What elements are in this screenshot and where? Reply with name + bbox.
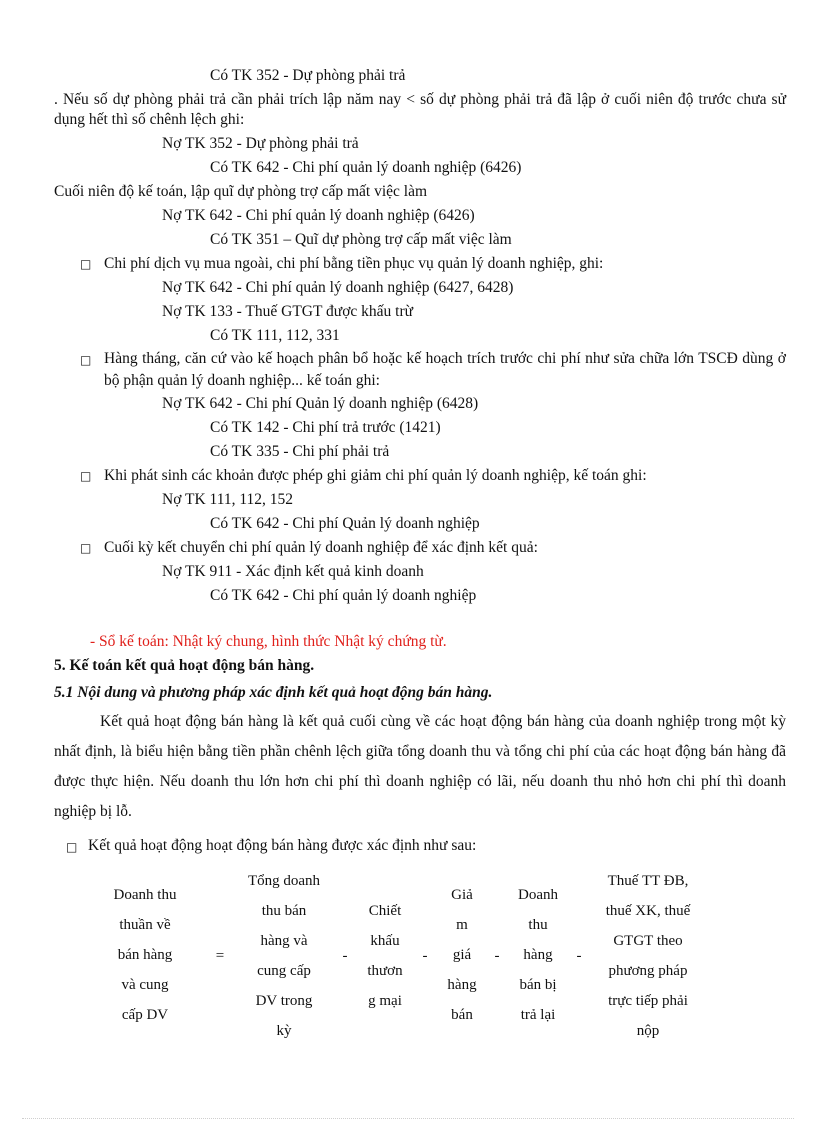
formula-minus-sign: - [576,948,582,964]
note-provision-difference: . Nếu số dự phòng phải trả cần phải trích lập năm nay < số dự phòng phải trả đã lập ở cuối niên độ trước chưa sử dụng hết thì số chênh lệch ghi: [54,91,786,128]
entry-credit-642-6426: Có TK 642 - Chi phí quản lý doanh nghiệp (6426) [210,159,522,176]
accounting-books-note: - Sổ kế toán: Nhật ký chung, hình thức Nhật ký chứng từ. [90,633,447,650]
entry-debit-111-112-152: Nợ TK 111, 112, 152 [162,491,294,508]
entry-credit-642-b: Có TK 642 - Chi phí quản lý doanh nghiệp [210,587,477,604]
entry-debit-911: Nợ TK 911 - Xác định kết quả kinh doanh [162,563,424,580]
formula-sales-allowance: Giả m giá hàng bán [447,887,477,1023]
bullet-cost-reduction: Khi phát sinh các khoản được phép ghi giảm chi phí quản lý doanh nghiệp, kế toán ghi: [104,467,647,484]
section-heading-5: 5. Kế toán kết quả hoạt động bán hàng. [54,657,315,674]
entry-credit-352: Có TK 352 - Dự phòng phải trả [210,67,406,84]
bullet-outsourced-costs: Chi phí dịch vụ mua ngoài, chi phí bằng tiền phục vụ quản lý doanh nghiệp, ghi: [104,255,604,272]
formula-intro: Kết quả hoạt động hoạt động bán hàng được xác định như sau: [88,837,477,854]
formula-minus-sign: - [422,948,428,964]
bullet-period-end-transfer: Cuối kỳ kết chuyển chi phí quản lý doanh nghiệp để xác định kết quả: [104,539,538,556]
bullet-icon: □ [80,541,92,555]
formula-minus-sign: - [494,948,500,964]
bullet-monthly-allocation: Hàng tháng, căn cứ vào kế hoạch phân bổ hoặc kế hoạch trích trước chi phí như sửa chữa lớn TSCĐ dùng ở bộ phận quản lý doanh nghiệp... kế toán ghi: [104,350,786,389]
entry-credit-335: Có TK 335 - Chi phí phải trả [210,443,390,460]
entry-debit-642-6427: Nợ TK 642 - Chi phí quản lý doanh nghiệp (6427, 6428) [162,279,514,296]
entry-debit-642-6426: Nợ TK 642 - Chi phí quản lý doanh nghiệp (6426) [162,207,475,224]
formula-equals-sign: = [215,948,225,964]
entry-credit-351: Có TK 351 – Quĩ dự phòng trợ cấp mất việc làm [210,231,512,248]
formula-trade-discount: Chiết khấu thươn g mại [367,903,403,1009]
note-year-end-fund: Cuối niên độ kế toán, lập quĩ dự phòng trợ cấp mất việc làm [54,183,428,200]
entry-debit-642-6428: Nợ TK 642 - Chi phí Quản lý doanh nghiệp (6428) [162,395,479,412]
sales-result-formula [108,866,718,1046]
page-bottom-rule [22,1118,794,1119]
formula-taxes-payable: Thuế TT ĐB, thuế XK, thuế GTGT theo phương pháp trực tiếp phải nộp [605,873,691,1039]
formula-total-revenue: Tổng doanh thu bán hàng và cung cấp DV trong kỳ [247,873,321,1039]
bullet-icon: □ [80,353,92,367]
bullet-icon: □ [80,257,92,271]
bullet-icon: □ [80,469,92,483]
bullet-icon: □ [66,840,78,854]
entry-credit-142: Có TK 142 - Chi phí trả trước (1421) [210,419,441,436]
entry-debit-133: Nợ TK 133 - Thuế GTGT được khấu trừ [162,303,414,320]
section-heading-5-1: 5.1 Nội dung và phương pháp xác định kết quả hoạt động bán hàng. [54,684,493,701]
formula-net-revenue: Doanh thu thuần về bán hàng và cung cấp DV [113,887,177,1023]
sales-result-paragraph: Kết quả hoạt động bán hàng là kết quả cuối cùng về các hoạt động bán hàng của doanh nghiệp trong một kỳ nhất định, là biểu hiện bằng tiền phần chênh lệch giữa tổng doanh thu và tổng chi phí của các hoạt động bán hàng đã được thực hiện. Nếu doanh thu lớn hơn chi phí thì doanh nghiệp có lãi, nếu doanh thu nhỏ hơn chi phí thì doanh nghiệp bị lỗ. [54,713,786,820]
entry-credit-642-a: Có TK 642 - Chi phí Quản lý doanh nghiệp [210,515,480,532]
formula-minus-sign: - [342,948,348,964]
formula-sales-returns: Doanh thu hàng bán bị trả lại [518,887,558,1023]
entry-credit-111-112-331: Có TK 111, 112, 331 [210,327,340,344]
entry-debit-352: Nợ TK 352 - Dự phòng phải trả [162,135,359,152]
